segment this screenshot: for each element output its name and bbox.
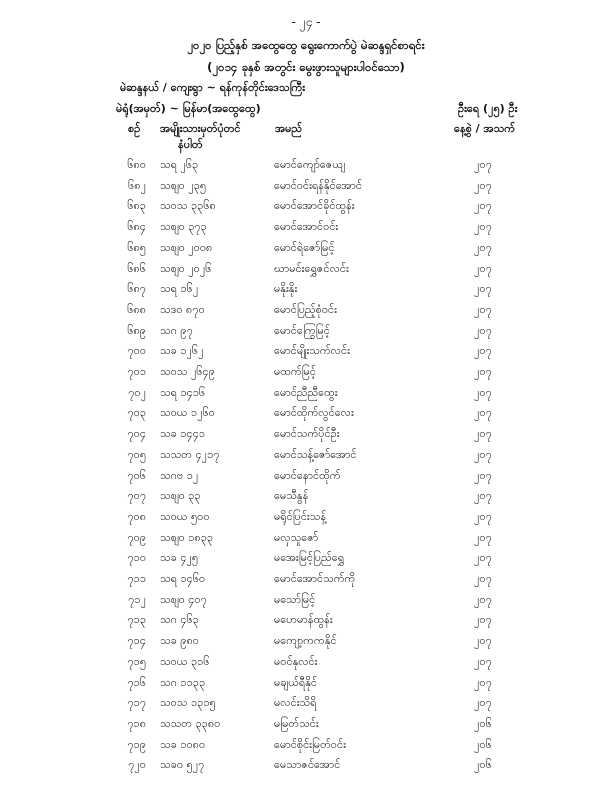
document-subtitle: (၂၀၁၄ ခုနှစ် အတွင်း မွေးဖွားသူများပါဝင်သော) xyxy=(207,60,405,74)
row-age: ၂၀၇ xyxy=(474,240,492,254)
document-title: ၂၀၂၀ ပြည့်နှစ် အထွေထွေ ရွေးကောက်ပွဲ မဲဆန္ဒရှင်စာရင်း xyxy=(187,38,425,52)
row-age: ၂၀၇ xyxy=(474,158,492,171)
table-row xyxy=(0,365,612,385)
table-row xyxy=(0,676,612,696)
row-card-number: သခ ၁၂၆၂ xyxy=(160,344,204,358)
row-card-number: သရ ၂၆၃ xyxy=(160,158,199,171)
constituency-label: မဲဆန္ဒနယ် / ကျေးရွာ ~ ရန်ကုန်တိုင်းဒေသကြီး xyxy=(120,81,306,94)
row-number: ၇၁၀ xyxy=(127,551,146,565)
row-name: မောင်အောင်ခိုင်ထွန်း xyxy=(274,199,355,213)
column-header-name: အမည် xyxy=(275,122,303,135)
column-header-card: အမျိုးသားမှတ်ပုံတင် xyxy=(160,122,241,135)
row-card-number: သဂဗ ၁၂ xyxy=(160,468,199,482)
row-name: မေသီနွန် xyxy=(274,489,309,503)
table-row xyxy=(0,655,612,675)
row-number: ၆၈၉ xyxy=(127,323,146,337)
row-card-number: သစျ၀ ၃၃ xyxy=(160,489,201,503)
table-row xyxy=(0,469,612,489)
table-row xyxy=(0,427,612,447)
table-row xyxy=(0,613,612,633)
row-card-number: သဝသ ၂၆၄၉ xyxy=(160,365,215,378)
row-name: မောင်မျိုးသက်လင်း xyxy=(274,344,350,358)
row-age: ၂၀၇ xyxy=(474,178,492,192)
table-row xyxy=(0,448,612,468)
row-number: ၇၁၇ xyxy=(127,696,146,710)
row-name: မောင်ဝင်းရန်နိုင်အောင် xyxy=(274,178,363,192)
row-number: ၆၈၄ xyxy=(127,220,146,234)
row-name: မောင်ပြည့်စုံဝင်း xyxy=(274,302,337,316)
table-row xyxy=(0,158,612,178)
table-row xyxy=(0,241,612,261)
row-number: ၇၀၅ xyxy=(127,447,146,461)
row-age: ၂၀၇ xyxy=(474,365,492,378)
table-row xyxy=(0,303,612,323)
row-age: ၂၀၆ xyxy=(474,758,492,772)
page-number: - ၂၄ - xyxy=(291,15,321,29)
row-name: မောင်အောင်သက်ကို xyxy=(274,572,356,585)
row-number: ၆၈၂ xyxy=(128,178,146,192)
total-count: ဦးရေ (၂၅) ဦး xyxy=(458,102,518,115)
row-age: ၂၀၆ xyxy=(474,737,492,751)
row-number: ၇၀၀ xyxy=(127,344,146,358)
table-row xyxy=(0,262,612,282)
row-age: ၂၀၇ xyxy=(474,489,492,503)
row-age: ၂၀၇ xyxy=(474,344,492,358)
row-number: ၇၁၈ xyxy=(127,716,146,730)
row-number: ၆၈၇ xyxy=(127,282,146,296)
row-age: ၂၀၇ xyxy=(474,551,492,565)
row-number: ၇၀၆ xyxy=(127,468,146,482)
row-age: ၂၀၇ xyxy=(474,261,492,275)
column-header-card-line2: နံပါတ် xyxy=(178,138,203,151)
row-number: ၇၀၁ xyxy=(127,365,146,378)
row-card-number: သဝသ ၁၃၁၅ xyxy=(160,696,216,710)
row-card-number: သစျ၀ ၄၀၇ xyxy=(160,592,207,606)
row-number: ၆၈၀ xyxy=(127,158,146,171)
row-name: မဟေမာန်ထွန်း xyxy=(274,613,333,627)
row-name: မောင်ရဲဇော်မြင့် xyxy=(274,240,335,254)
table-row xyxy=(0,593,612,613)
row-age: ၂၀၇ xyxy=(474,675,492,689)
row-card-number: သဒဝ ၈၇၀ xyxy=(160,302,205,316)
row-age: ၂၀၇ xyxy=(474,509,492,523)
row-card-number: သဂ ၁၁၃၃ xyxy=(160,675,206,689)
row-card-number: သစျ၀ ၁၈၃၃ xyxy=(160,530,214,544)
row-age: ၂၀၇ xyxy=(474,592,492,606)
row-card-number: သဝသ ၃၃၆၈ xyxy=(160,199,216,213)
row-number: ၇၀၂ xyxy=(128,385,146,399)
row-age: ၂၀၇ xyxy=(474,427,492,441)
row-number: ၇၀၉ xyxy=(127,530,146,544)
row-age: ၂၀၇ xyxy=(474,282,492,296)
row-age: ၂၀၇ xyxy=(474,385,492,399)
row-number: ၇၁၄ xyxy=(127,634,146,648)
table-row xyxy=(0,758,612,778)
table-row xyxy=(0,344,612,364)
table-row xyxy=(0,220,612,240)
row-number: ၇၁၃ xyxy=(127,613,146,627)
row-age: ၂၀၇ xyxy=(474,654,492,668)
row-card-number: သဂ ၄၆၃ xyxy=(160,613,199,627)
row-name: မထက်မြင့် xyxy=(274,365,316,378)
row-number: ၆၈၅ xyxy=(127,240,146,254)
row-number: ၇၁၁ xyxy=(127,572,146,585)
row-card-number: သခ ၄၂၅ xyxy=(160,551,199,565)
table-row xyxy=(0,324,612,344)
row-number: ၇၁၉ xyxy=(127,737,146,751)
row-card-number: သစျ၀ ၃၇၃ xyxy=(160,220,207,234)
table-row xyxy=(0,531,612,551)
row-card-number: သခ၀ ၅၂၇ xyxy=(160,758,205,772)
row-name: မလင်းသိရိ xyxy=(274,696,317,710)
row-card-number: သသတ ၃၃၈၀ xyxy=(160,716,221,730)
row-card-number: သခ ၉၈၀ xyxy=(160,634,199,648)
row-name: မရိုင်ပြင်းသန့် xyxy=(274,509,327,523)
row-name: မောင်ကျော်ဇေယျ xyxy=(274,158,345,171)
row-card-number: သဂ ၉၇ xyxy=(160,323,193,337)
row-age: ၂၀၇ xyxy=(474,530,492,544)
row-name: မောင်သန့်ဇော်အောင် xyxy=(274,447,357,461)
row-number: ၇၀၄ xyxy=(127,427,146,441)
table-row xyxy=(0,634,612,654)
row-card-number: သခ ၁၄၄၁ xyxy=(160,427,206,441)
row-number: ၆၈၆ xyxy=(127,261,146,275)
row-name: မေသာဇင်အောင် xyxy=(274,758,341,772)
table-row xyxy=(0,551,612,571)
row-age: ၂၀၇ xyxy=(474,613,492,627)
polling-station-label: မဲရုံ(အမှတ်) ~ မြန်မာ(အထွေထွေ) xyxy=(116,102,261,115)
row-card-number: သဝယ ၁၂၆၀ xyxy=(160,406,215,420)
table-row xyxy=(0,738,612,758)
row-number: ၆၈၈ xyxy=(127,302,146,316)
row-name: ဃာမင်းရွှေဇင်လင်း xyxy=(274,261,349,275)
row-name: မသော်မြင့် xyxy=(274,592,316,606)
row-card-number: သဝယ ၅၀၀ xyxy=(160,509,210,523)
row-card-number: သခ ၁၀၈၀ xyxy=(160,737,206,751)
row-name: မမြတ်သင်း xyxy=(274,716,319,730)
row-age: ၂၀၇ xyxy=(474,572,492,585)
row-name: မနိုးနိုး xyxy=(274,282,298,296)
row-age: ၂၀၇ xyxy=(474,447,492,461)
row-card-number: သရ ၁၆၂ xyxy=(160,282,199,296)
row-card-number: သစျ၀ ၂၀၀၈ xyxy=(160,240,213,254)
row-card-number: သဝယ ၃၁၆ xyxy=(160,654,210,668)
row-number: ၇၁၅ xyxy=(127,654,146,668)
row-age: ၂၀၇ xyxy=(474,468,492,482)
table-row xyxy=(0,696,612,716)
table-row xyxy=(0,199,612,219)
table-row xyxy=(0,489,612,509)
row-age: ၂၀၇ xyxy=(474,220,492,234)
row-name: မောင်ကြွေမြင့် xyxy=(274,323,330,337)
row-number: ၇၂၀ xyxy=(128,758,146,772)
table-row xyxy=(0,717,612,737)
row-name: မချယ်ရီနိုင် xyxy=(274,675,317,689)
column-header-no: စဉ် xyxy=(128,122,141,135)
table-row xyxy=(0,179,612,199)
row-number: ၆၈၃ xyxy=(127,199,146,213)
table-row xyxy=(0,282,612,302)
row-name: မောင်အောင်ဝင်း xyxy=(274,220,339,234)
row-name: မောင်ထိုက်လွင်လေး xyxy=(274,406,354,420)
table-row xyxy=(0,572,612,592)
row-name: မောင်စိုင်းမြတ်ဝင်း xyxy=(274,737,346,751)
row-age: ၂၀၇ xyxy=(474,696,492,710)
row-card-number: သစျ၀ ၂၃၅ xyxy=(160,178,207,192)
row-number: ၇၀၈ xyxy=(127,509,146,523)
row-card-number: သရ ၁၄၁၆ xyxy=(160,385,206,399)
row-number: ၇၀၇ xyxy=(127,489,146,503)
column-header-age: နေ့စွဲ / အသက် xyxy=(454,122,516,135)
row-card-number: သစျ၀ ၂၀၂၆ xyxy=(160,261,212,275)
row-name: မောင်ညီညီထွေး xyxy=(274,385,338,399)
row-age: ၂၀၇ xyxy=(474,406,492,420)
row-card-number: သသတ ၄၂၁၇ xyxy=(160,447,220,461)
table-row xyxy=(0,386,612,406)
table-row xyxy=(0,510,612,530)
row-age: ၂၀၆ xyxy=(474,716,492,730)
row-number: ၇၁၂ xyxy=(128,592,146,606)
row-name: မကျော့ကကနိုင် xyxy=(274,634,337,648)
row-name: မအေးမြင့်ပြည်ရွှေ xyxy=(274,551,345,565)
table-row xyxy=(0,406,612,426)
row-age: ၂၀၇ xyxy=(474,302,492,316)
row-age: ၂၀၇ xyxy=(474,634,492,648)
row-number: ၇၁၆ xyxy=(127,675,146,689)
row-name: မဝင်နုလင်း xyxy=(274,654,318,668)
row-name: မလှသူဇော် xyxy=(274,530,319,544)
row-name: မောင်သက်ပိုင်ဦး xyxy=(274,427,340,441)
row-name: မောင်နောင်ထိုက် xyxy=(274,468,341,482)
row-card-number: သရ ၁၄၆၀ xyxy=(160,572,206,585)
row-age: ၂၀၇ xyxy=(474,199,492,213)
row-number: ၇၀၃ xyxy=(127,406,146,420)
row-age: ၂၀၇ xyxy=(474,323,492,337)
